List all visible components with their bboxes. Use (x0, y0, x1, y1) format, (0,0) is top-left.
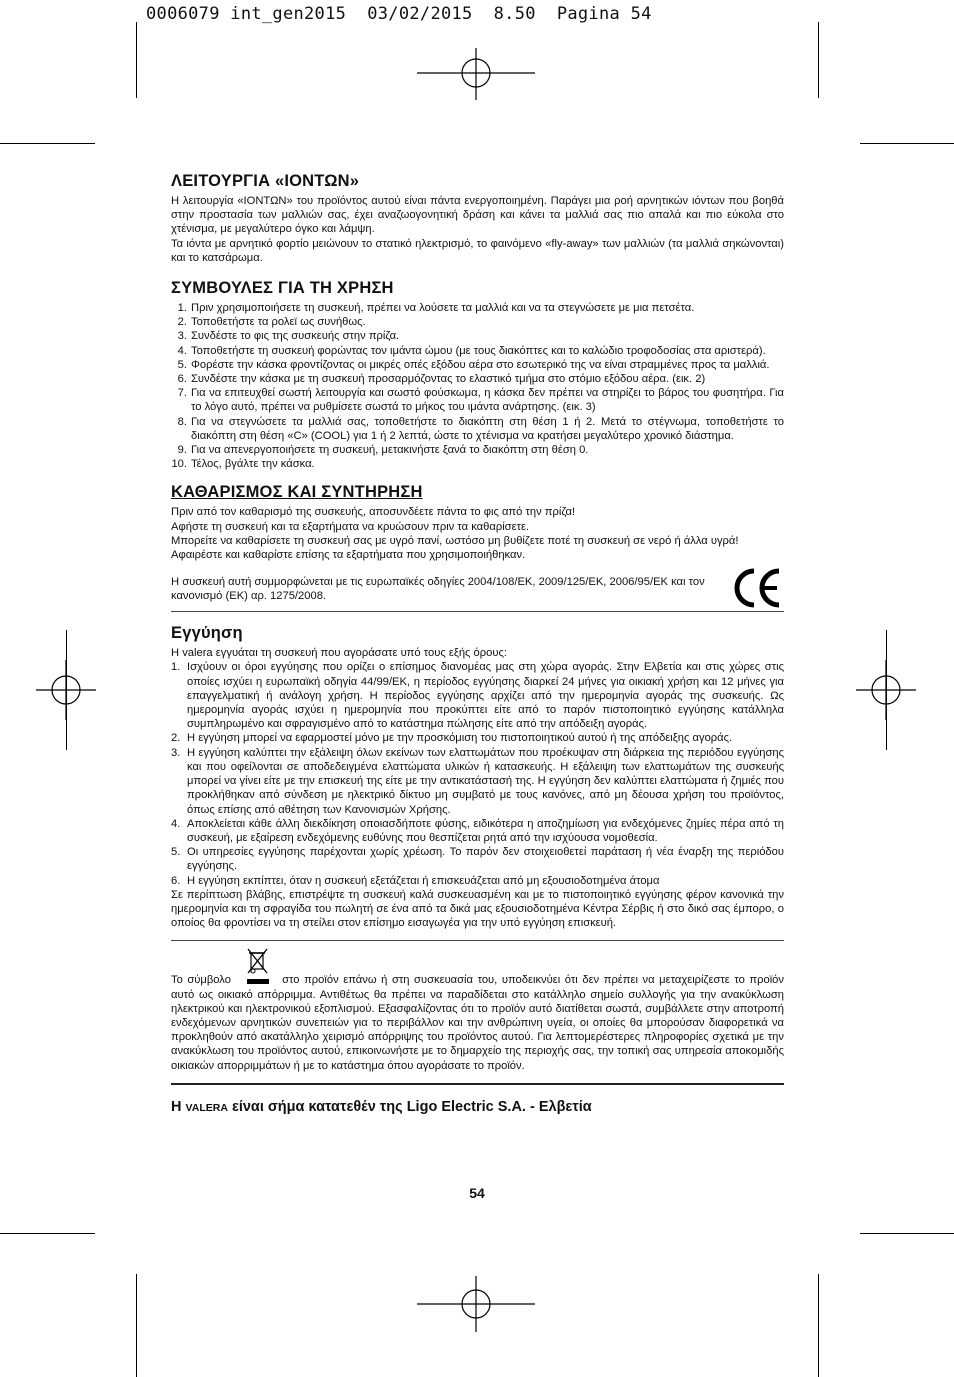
item-text: Ισχύουν οι όροι εγγύησης που ορίζει ο επίσημος διανομέας μας στη χώρα αγοράς. Στην Ελβετία και στις χώρες στις οποίες ισχύει η ευρωπαϊκή οδηγία 44/99/ΕΚ, η περίοδος εγγύησης διαρκεί 24 μήνες για οικιακή χρήση και 12 μήνες για επαγγελματική ή ανάλογη χρήση. Η περίοδος εγγύησης αρχίζει από την ημερομηνία αγοράς της συσκευής. Ως ημερομηνία αγοράς ισχύει η ημερομηνία που προκύπτει είτε από το παρόν πιστοποιητικό εγγύησης κατάλληλα συμπληρωμένο και σφραγισμένο από το κατάστημα πώλησης είτε από την απόδειξη αγοράς. (187, 661, 784, 731)
weee-body: στο προϊόν επάνω ή στη συσκευασία του, υποδεικνύει ότι δεν πρέπει να μεταχειρίζεστε το προϊόν αυτό ως οικιακό απόρριμμα. Αντιθέτως θα πρέπει να παραδίδεται στο κατάλληλο σημείο συλλογής για την ανακύκλωση ηλεκτρικού και ηλεκτρονικού εξοπλισμού. Εξασφαλίζοντας ότι το προϊόν αυτό διατίθεται σωστά, συμβάλλετε στην αποτροπή ενδεχόμενων αρνητικών συνεπειών για το περιβάλλον και την ανθρώπινη υγεία, οι οποίες θα μπορούσαν διαφορετικά να προκληθούν από ακατάλληλο χειρισμό απόρριψης του προϊόντος αυτού. Για λεπτομερέστερες πληροφορίες σχετικά με την ανακύκλωση του προϊόντος αυτού, επικοινωνήστε με το δημαρχείο της περιοχής σας, την τοπική σας υπηρεσία αποκομιδής οικιακών απορριμμάτων ή με το κατάστημα όπου αγοράσατε το προϊόν. (171, 974, 784, 1072)
compliance-block (171, 575, 784, 611)
item-number: 7. (177, 387, 187, 400)
list-item (171, 746, 784, 817)
registration-mark-left (36, 660, 98, 720)
ce-mark-icon (732, 567, 784, 609)
section-divider (171, 611, 784, 612)
ions-paragraph: Τα ιόντα με αρνητικό φορτίο μειώνουν το στατικό ηλεκτρισμό, το φαινόμενο «fly-away» των μαλλιών (τα μαλλιά σηκώνονται) και το κατσάρωμα. (171, 237, 784, 264)
item-text: Φορέστε την κάσκα φροντίζοντας οι μικρές οπές εξόδου αέρα στο εσωτερικό της να είναι στραμμένες προς τα μαλλιά. (191, 358, 770, 371)
item-number: 6. (177, 373, 187, 386)
trademark-rest: είναι σήμα κατατεθέν της Ligo Electric S.A. - Ελβετία (231, 1098, 592, 1115)
warranty-intro: Η valera εγγυάται τη συσκευή που αγοράσατε υπό τους εξής όρους: (171, 647, 507, 660)
usage-title: ΣΥΜΒΟΥΛΕΣ ΓΙΑ ΤΗ ΧΡΗΣΗ (171, 279, 394, 298)
item-text: Τοποθετήστε τη συσκευή φορώντας τον ιμάντα ώμου (με τους διακόπτες και το καλώδιο τροφοδοσίας στα αριστερά). (191, 344, 766, 357)
item-number: 2. (171, 732, 181, 745)
item-text: Η εγγύηση εκπίπτει, όταν η συσκευή εξετάζεται ή επισκευάζεται από μη εξουσιοδοτημένα άτομα (187, 874, 660, 887)
usage-list (171, 301, 784, 471)
registration-mark-bottom (417, 1276, 537, 1336)
ions-section (171, 172, 784, 265)
weee-text (171, 947, 784, 1072)
item-number: 1. (177, 302, 187, 315)
trademark-prefix: Η (171, 1098, 182, 1115)
item-text: Τέλος, βγάλτε την κάσκα. (191, 458, 315, 471)
item-number: 2. (177, 316, 187, 329)
list-item (171, 386, 784, 414)
item-number: 4. (171, 817, 181, 830)
usage-section (171, 279, 784, 471)
registration-mark-top (417, 48, 537, 108)
item-number: 5. (177, 358, 187, 371)
list-item (171, 731, 784, 745)
warranty-closing: Σε περίπτωση βλάβης, επιστρέψτε τη συσκευή καλά συσκευασμένη και με το πιστοποιητικό εγγύησης φέρον κανονικά την ημερομηνία και τη σφραγίδα του πωλητή σε ένα από τα δικά μας εξουσιοδοτημένα Κέντρα Σέρβις ή στο δικό σας έμπορο, ο οποίος θα φροντίσει να τη στείλει στον επίσημο εισαγωγέα για την υπό εγγύηση επισκευή. (171, 888, 784, 930)
list-item (171, 874, 784, 888)
warranty-section (171, 624, 784, 941)
trademark-brand: VALERA (185, 1101, 228, 1114)
list-item (171, 415, 784, 443)
cleaning-line: Αφαιρέστε και καθαρίστε επίσης τα εξαρτήματα που χρησιμοποιήθηκαν. (171, 549, 526, 562)
cleaning-section (171, 483, 784, 612)
ions-paragraph: Η λειτουργία «ΙΟΝΤΩΝ» του προϊόντος αυτού είναι πάντα ενεργοποιημένη. Παράγει μια ροή αρνητικών ιόντων που βοηθά στην προστασία των μαλλιών σας, έχει αναζωογονητική δράση και κάνει τα μαλλιά σας πιο απαλά και πιο εύκολα στο χτένισμα, με μεγαλύτερο όγκο και λάμψη. (171, 195, 784, 236)
compliance-text: Η συσκευή αυτή συμμορφώνεται με τις ευρωπαϊκές οδηγίες 2004/108/ΕΚ, 2009/125/ΕΚ, 2006/95/ΕΚ και τον κανονισμό (ΕΚ) αρ. 1275/2008. (171, 576, 705, 603)
list-item (171, 372, 784, 386)
page-content (171, 172, 784, 1115)
list-item (171, 344, 784, 358)
item-number: 6. (171, 874, 181, 887)
list-item (171, 817, 784, 845)
list-item (171, 845, 784, 873)
item-number: 3. (177, 330, 187, 343)
weee-prefix: Το σύμβολο (171, 974, 231, 987)
warranty-list (171, 660, 784, 887)
item-number: 3. (171, 746, 181, 759)
item-number: 4. (177, 344, 187, 357)
item-text: Για να απενεργοποιήσετε τη συσκευή, μετακινήστε ξανά το διακόπτη στη θέση 0. (191, 444, 589, 457)
item-text: Τοποθετήστε τα ρολεϊ ως συνήθως. (191, 316, 366, 329)
warranty-title: Εγγύηση (171, 624, 243, 643)
item-text: Οι υπηρεσίες εγγύησης παρέχονται χωρίς χρέωση. Το παρόν δεν στοιχειοθετεί παράταση ή νέα έναρξη της περιόδου εγγύησης. (187, 846, 784, 873)
item-text: Συνδέστε το φις της συσκευής στην πρίζα. (191, 330, 400, 343)
cleaning-line: Πριν από τον καθαρισμό της συσκευής, αποσυνδέετε πάντα το φις από την πρίζα! (171, 506, 576, 519)
item-text: Συνδέστε την κάσκα με τη συσκευή προσαρμόζοντας το ελαστικό τμήμα στο στόμιο εξόδου αέρα. (εικ. 2) (191, 373, 706, 386)
list-item (171, 358, 784, 372)
list-item (171, 315, 784, 329)
list-item (171, 301, 784, 315)
page-number: 54 (469, 1185, 485, 1201)
item-text: Η εγγύηση καλύπτει την εξάλειψη όλων εκείνων των ελαττωμάτων που προέκυψαν στη διάρκεια της περιόδου εγγύησης και που οφείλονται σε αποδεδειγμένα ελαττώματα υλικών ή κατασκευής. Η εξάλειψη των ελαττωμάτων της συσκευής μπορεί να γίνει είτε με την επισκευή της είτε με την αντικατάστασή της. Η εγγύηση δεν καλύπτει ελαττώματα ή ζημιές που προκλήθηκαν από σύνδεση με ηλεκτρικό δίκτυο μη συμβατό με τους κανόνες, από μη δέουσα χρήση του προϊόντος, όπως επίσης από αθέτηση των Κανονισμών Χρήσης. (187, 746, 784, 816)
item-text: Αποκλείεται κάθε άλλη διεκδίκηση οποιασδήποτε φύσης, ειδικότερα η αποζημίωση για ενδεχόμενες ζημίες πέρα από τη συσκευή, με εξαίρεση ενδεχόμενης ευθύνης που θεσπίζεται ρητά από την ισχύουσα νομοθεσία. (187, 817, 784, 844)
crossed-out-wheelie-bin-icon (242, 947, 272, 985)
item-text: Για να στεγνώσετε τα μαλλιά σας, τοποθετήστε το διακόπτη στη θέση 1 ή 2. Μετά το στέγνωμα, τοποθετήστε το διακόπτη στη θέση «C» (COOL) για 1 ή 2 λεπτά, ώστε το χτένισμα να κρατήσει μεγαλύτερο χρονικό διάστημα. (191, 415, 784, 442)
section-divider (171, 1083, 784, 1085)
section-divider (171, 940, 784, 941)
item-text: Για να επιτευχθεί σωστή λειτουργία και σωστό φούσκωμα, η κάσκα δεν πρέπει να στηρίζει το βάρος του φυσητήρα. Για το λόγο αυτό, πρέπει να ρυθμίσετε σωστά το μήκος του ιμάντα ανάρτησης. (εικ. 3) (191, 387, 784, 414)
item-text: Η εγγύηση μπορεί να εφαρμοστεί μόνο με την προσκόμιση του πιστοποιητικού αυτού ή της απόδειξης αγοράς. (187, 732, 733, 745)
list-item (171, 329, 784, 343)
item-text: Πριν χρησιμοποιήσετε τη συσκευή, πρέπει να λούσετε τα μαλλιά και να τα στεγνώσετε με μια πετσέτα. (191, 302, 695, 315)
item-number: 8. (177, 415, 187, 428)
ions-title: ΛΕΙΤΟΥΡΓΙΑ «ΙΟΝΤΩΝ» (171, 172, 360, 190)
list-item (171, 457, 784, 471)
cleaning-line: Αφήστε τη συσκευή και τα εξαρτήματα να κρυώσουν πριν τα καθαρίσετε. (171, 520, 530, 533)
print-header: 0006079 int_gen2015 03/02/2015 8.50 Pagina 54 (146, 4, 652, 24)
weee-section (171, 947, 784, 1084)
item-number: 9. (177, 444, 187, 457)
cleaning-title: ΚΑΘΑΡΙΣΜΟΣ ΚΑΙ ΣΥΝΤΗΡΗΣΗ (171, 483, 423, 502)
item-number: 5. (171, 846, 181, 859)
item-number: 10. (171, 458, 187, 471)
cleaning-line: Μπορείτε να καθαρίσετε τη συσκευή σας με υγρό πανί, ωστόσο μη βυθίζετε ποτέ τη συσκευή σε νερό ή άλλα υγρά! (171, 534, 739, 547)
list-item (171, 660, 784, 731)
list-item (171, 443, 784, 457)
item-number: 1. (171, 661, 181, 674)
trademark-line (171, 1099, 784, 1115)
registration-mark-right (856, 660, 918, 720)
